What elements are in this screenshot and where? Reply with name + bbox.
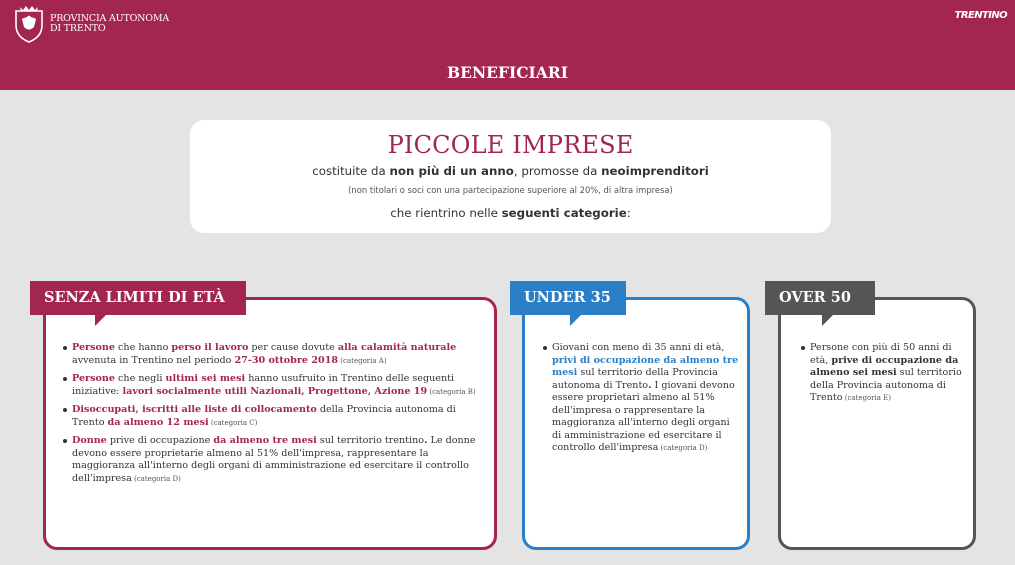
category-list-over-50 [801, 342, 965, 411]
text-segment: seguenti categorie [501, 206, 627, 220]
text-segment: Donne [72, 435, 107, 446]
text-segment: hanno usufruito in Trentino delle seguenti iniziative: [72, 373, 455, 397]
text-segment: , promosse da [513, 164, 602, 178]
text-segment: lavori socialmente utili Nazionali, Progettone, Azione 19 [122, 385, 428, 397]
category-box-over-50 [778, 297, 976, 550]
text-segment: 27-30 ottobre 2018 [234, 354, 339, 366]
bullet-item [63, 342, 483, 367]
text-segment: da almeno 12 mesi [107, 416, 209, 428]
text-segment: Persone [72, 373, 115, 384]
text-segment: . [648, 379, 652, 391]
provincia-logo [12, 5, 169, 43]
tab-pointer [570, 315, 581, 326]
text-segment: per cause dovute [248, 342, 338, 353]
bullet-item [63, 404, 483, 429]
text-segment: (categoria D) [658, 444, 708, 452]
text-segment: (categoria C) [208, 418, 258, 427]
category-tab-over-50: OVER 50 [765, 281, 875, 315]
bullet-item [801, 342, 965, 405]
text-segment: sul territorio della Provincia autonoma di Trento [552, 367, 718, 391]
intro-card [190, 120, 831, 233]
text-segment: costituite da [312, 164, 390, 178]
text-segment: che rientrino nelle [390, 206, 502, 220]
text-segment: da almeno tre mesi [213, 435, 317, 446]
text-segment: (categoria D) [131, 474, 181, 483]
text-segment: sul territorio trentino [316, 435, 425, 446]
text-segment: della Provincia autonoma di Trento [72, 404, 456, 428]
category-tab-under-35: UNDER 35 [510, 281, 626, 315]
category-list-under-35 [543, 342, 739, 461]
intro-line-2: (non titolari o soci con una partecipazione superiore al 20%, di altra impresa) [348, 185, 673, 195]
text-segment: privi di occupazione da almeno tre mesi [552, 354, 739, 378]
category-tab-no-age-limit: SENZA LIMITI DI ETÀ [30, 281, 246, 315]
org-name-line1: PROVINCIA AUTONOMA [50, 13, 170, 24]
text-segment: (categoria E) [842, 394, 892, 402]
category-list-no-age-limit [63, 342, 483, 491]
intro-line-3 [190, 206, 831, 220]
text-segment: Disoccupati, iscritti alle liste di collocamento [72, 404, 317, 415]
trentino-brand: TRENTINO [954, 10, 1007, 21]
text-segment: Persone con più di 50 anni di età, [810, 342, 952, 366]
bullet-item [543, 342, 739, 455]
eagle-crest-icon [12, 5, 46, 43]
text-segment: (categoria A) [338, 356, 387, 365]
text-segment: Giovani con meno di 35 anni di età, [552, 342, 725, 353]
text-segment: : [626, 206, 631, 220]
text-segment: Persone [72, 342, 115, 353]
bullet-item [63, 435, 483, 485]
tab-pointer [822, 315, 833, 326]
text-segment: Le donne devono essere proprietarie almeno al 51% dell'impresa, rappresentare la maggioranza all'interno degli organi di amministrazione ed esercitare il controllo dell'impresa [72, 435, 476, 484]
text-segment: I giovani devono essere proprietari almeno al 51% dell'impresa o rappresentare la maggioranza all'interno degli organi di amministrazione ed esercitare il controllo dell'impresa [552, 379, 735, 453]
bullet-item [63, 373, 483, 398]
text-segment: avvenuta in Trentino nel periodo [72, 354, 235, 366]
text-segment: prive di occupazione [106, 435, 214, 446]
text-segment: alla calamità naturale [337, 342, 457, 353]
text-segment: neoimprenditori [601, 164, 709, 178]
page-header [0, 0, 1015, 90]
text-segment: (categoria B) [427, 387, 476, 396]
intro-line-1 [190, 164, 831, 178]
intro-title: PICCOLE IMPRESE [387, 131, 634, 159]
text-segment: non più di un anno [389, 164, 514, 178]
text-segment: . [424, 435, 428, 446]
text-segment: ultimi sei mesi [165, 373, 246, 384]
org-name-line2: DI TRENTO [50, 23, 106, 34]
text-segment: prive di occupazione da almeno sei mesi [810, 354, 959, 378]
page-title: BENEFICIARI [447, 63, 568, 82]
text-segment: sul territorio della Provincia autonoma di Trento [810, 367, 962, 403]
text-segment: che negli [115, 373, 166, 384]
text-segment: che hanno [115, 342, 172, 353]
text-segment: perso il lavoro [171, 342, 249, 353]
tab-pointer [95, 315, 106, 326]
